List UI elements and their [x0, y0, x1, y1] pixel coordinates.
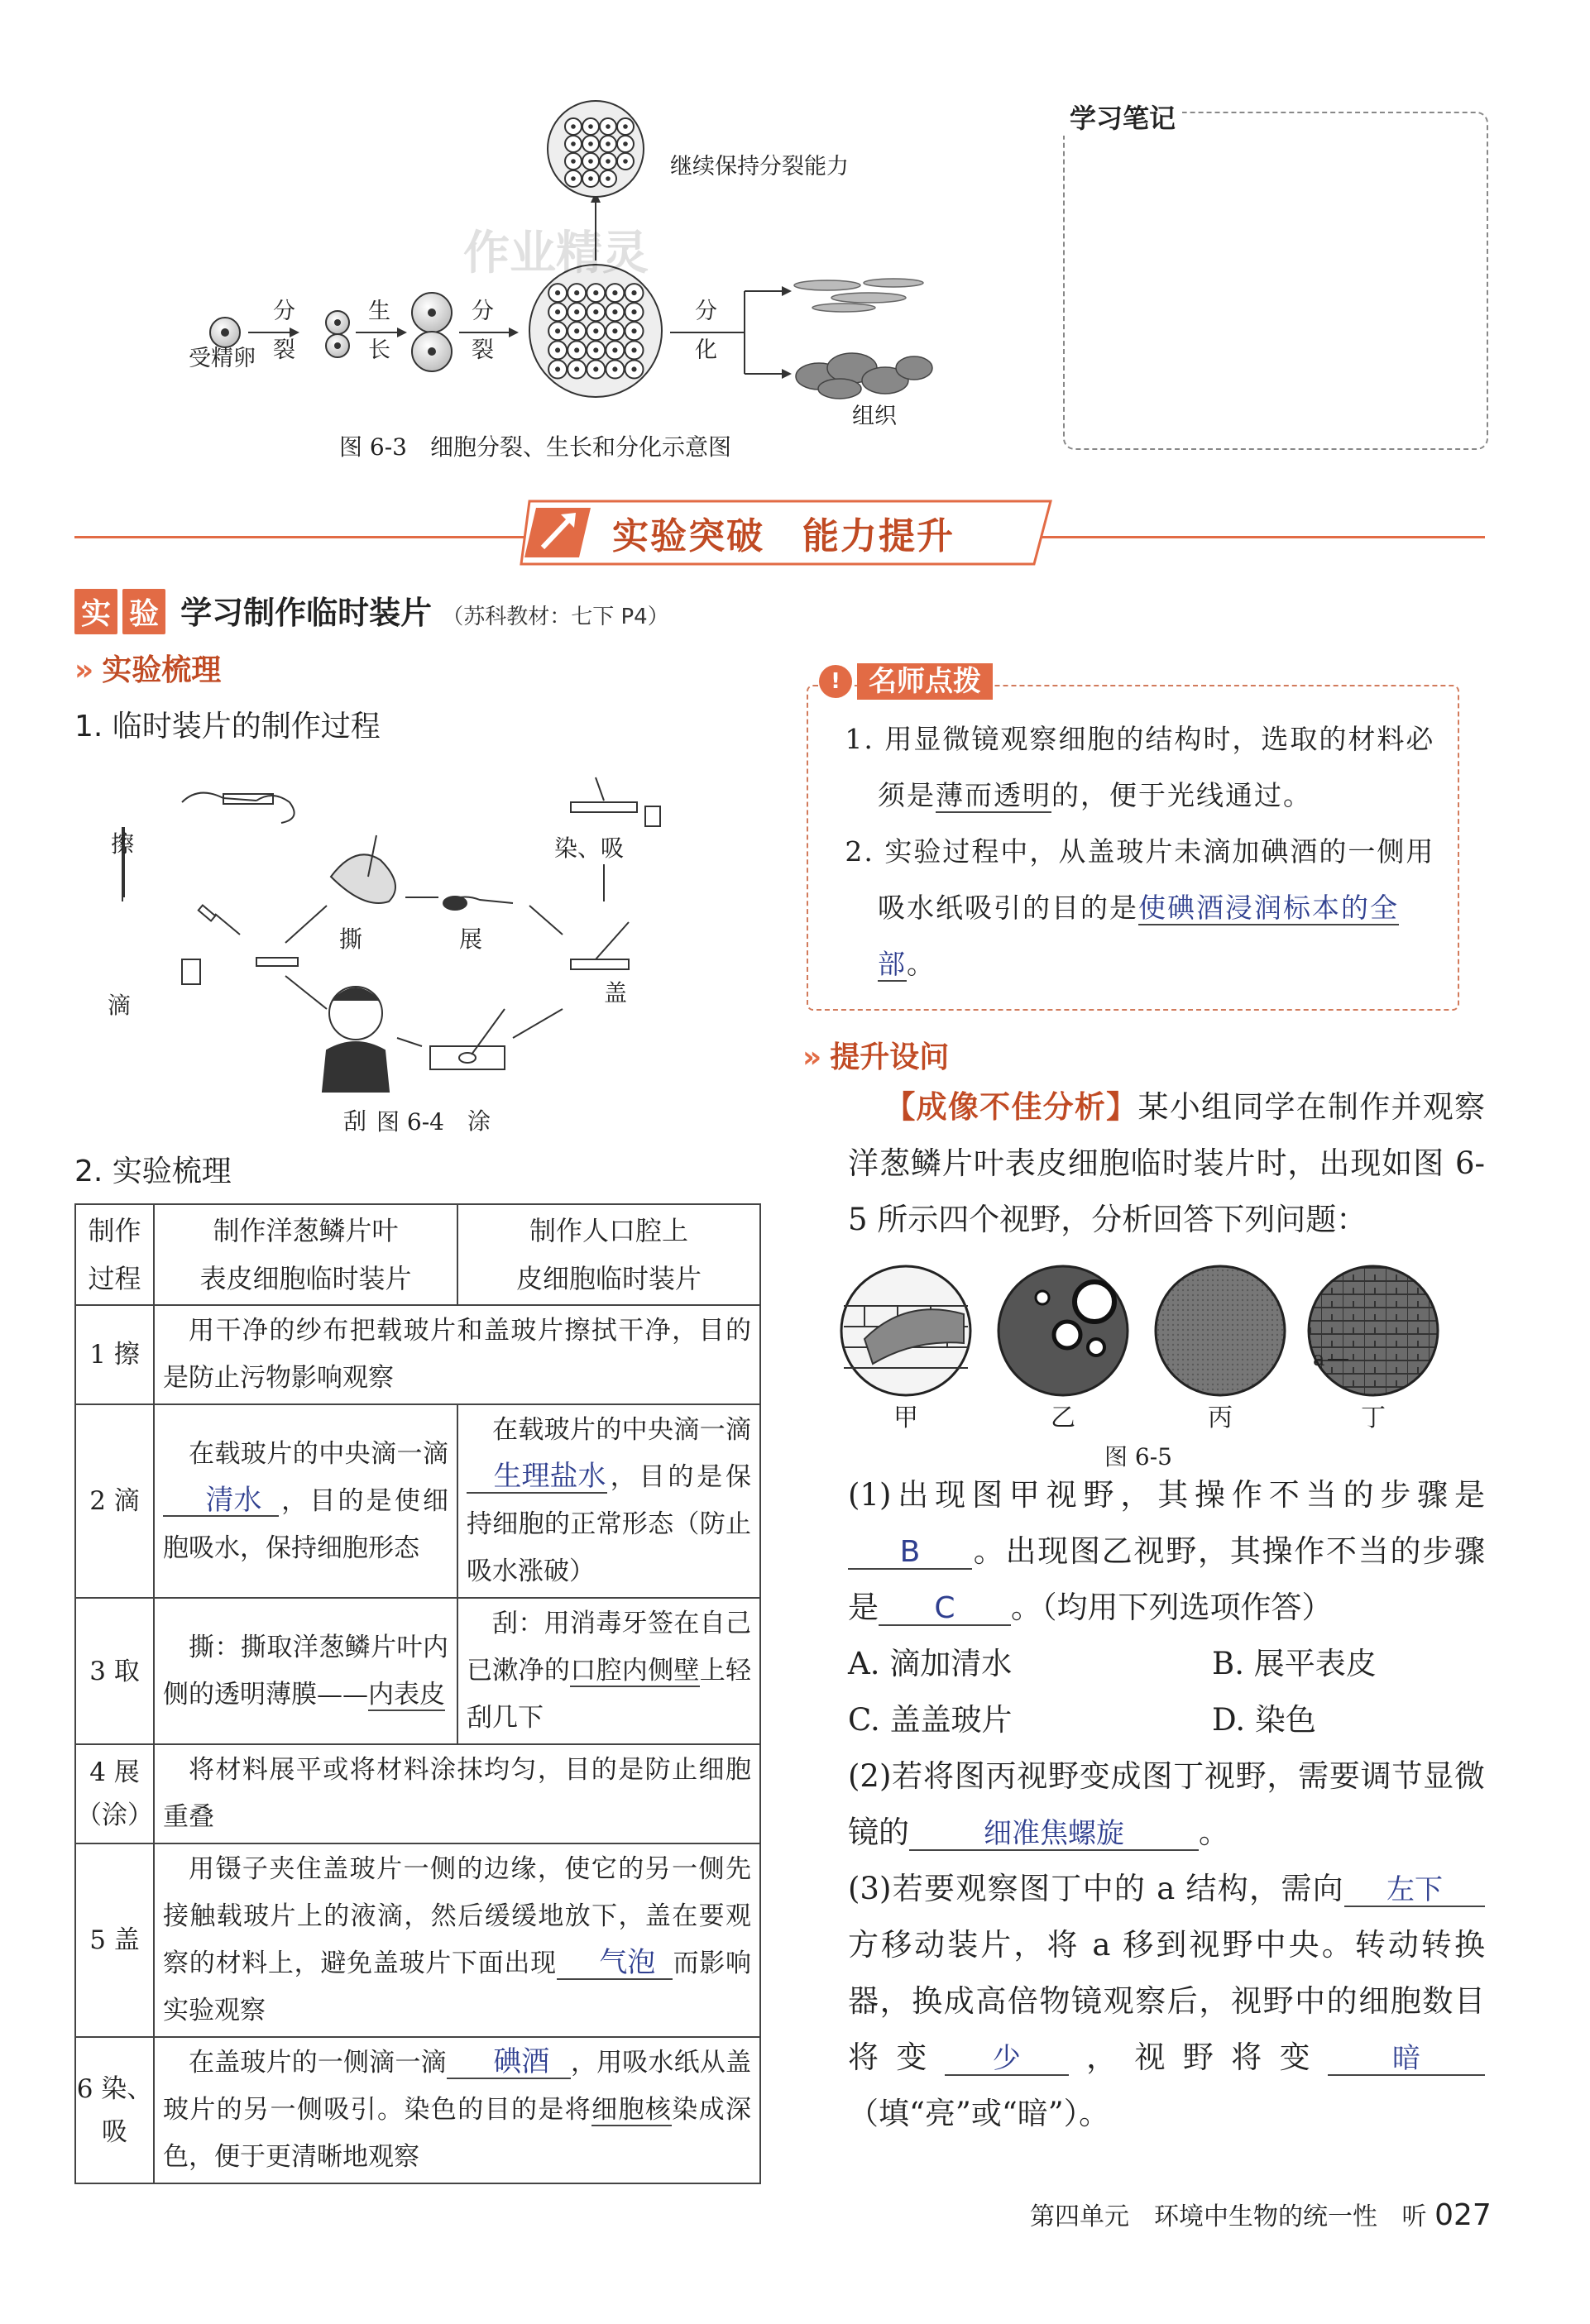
- tip-text: [823, 711, 1452, 992]
- label-tu: 涂: [467, 1107, 491, 1135]
- step-cell: 3 取: [75, 1598, 154, 1744]
- question-2: (2)若将图丙视野变成图丁视野，需要调节显微镜的 细准焦螺旋 。: [848, 1758, 1485, 1850]
- step-cell: 2 滴: [75, 1404, 154, 1598]
- process-caption: 图 6-4: [376, 1108, 444, 1136]
- experiment-table: [74, 1203, 761, 2184]
- tip-badge: [819, 662, 993, 701]
- step-cell: 4 展 （涂）: [75, 1744, 154, 1843]
- label-gua: 刮: [343, 1107, 367, 1135]
- page-number: 027: [1434, 2198, 1492, 2232]
- view-label-yi: 乙: [1051, 1403, 1075, 1432]
- step-desc: 用干净的纱布把载玻片和盖玻片擦拭干净，目的是防止污物影响观察: [154, 1305, 760, 1404]
- answer-blank[interactable]: 暗: [1328, 2044, 1485, 2076]
- answer-blank[interactable]: 碘酒: [447, 2048, 571, 2079]
- option-d: D. 染色: [1212, 1702, 1316, 1738]
- onion-drop-cell: 在载玻片的中央滴一滴清水 ，目的是使细胞吸水，保持细胞形态: [154, 1404, 457, 1598]
- view-a-label: a: [1313, 1347, 1325, 1370]
- table-row: [75, 1598, 760, 1744]
- svg-text:化: 化: [695, 337, 717, 363]
- label-gai: 盖: [604, 979, 628, 1007]
- step-desc: 将材料展平或将材料涂抹均匀，目的是防止细胞重叠: [154, 1744, 760, 1843]
- label-tissue: 组织: [852, 404, 897, 429]
- label-di: 滴: [108, 992, 132, 1019]
- step-desc: 在盖玻片的一侧滴一滴 碘酒 ，用吸水纸从盖玻片的另一侧吸引。染色的目的是将细胞核染成深色，便于更清晰地观察: [154, 2037, 760, 2183]
- step-cell: 5 盖: [75, 1843, 154, 2037]
- experiment-header: [74, 587, 669, 634]
- section-raise: » 提升设问: [802, 1040, 950, 1074]
- step-desc: 用镊子夹住盖玻片一侧的边缘，使它的另一侧先接触载玻片上的液滴，然后缓缓地放下，盖在要观察的材料上，避免盖玻片下面出现 气泡 而影响实验观察: [154, 1843, 760, 2037]
- figure-caption: 图 6-3 细胞分裂、生长和分化示意图: [339, 433, 731, 461]
- chevron-icon: »: [74, 653, 89, 687]
- cell-division-diagram: [165, 99, 976, 480]
- table-heading: 2. 实验梳理: [74, 1155, 232, 1188]
- options: [848, 1636, 1485, 1748]
- tag-yan: 验: [122, 589, 165, 634]
- option-a: A. 滴加清水: [848, 1646, 1013, 1681]
- cheek-drop-cell: 在载玻片的中央滴一滴生理盐水，目的是保持细胞的正常形态（防止吸水涨破）: [457, 1404, 760, 1598]
- table-row: [75, 1744, 760, 1843]
- step-cell: 1 擦: [75, 1305, 154, 1404]
- page-footer: [1030, 2196, 1492, 2232]
- svg-text:长: 长: [368, 337, 390, 363]
- svg-text:分: 分: [695, 299, 717, 324]
- footer-listen: 听: [1401, 2202, 1427, 2231]
- svg-text:分: 分: [472, 299, 494, 324]
- tag-shi: 实: [74, 589, 117, 634]
- process-figure: [108, 761, 745, 1141]
- label-fertilized-egg: 受精卵: [189, 346, 256, 371]
- header-onion: 制作洋葱鳞片叶 表皮细胞临时装片: [154, 1204, 457, 1305]
- answer-blank[interactable]: 生理盐水: [467, 1462, 607, 1494]
- table-row: [75, 1305, 760, 1404]
- answer-blank[interactable]: 清水: [163, 1486, 279, 1518]
- process-diagram: [108, 761, 745, 1141]
- svg-text:生: 生: [368, 299, 390, 324]
- tip-badge-label: 名师点拨: [857, 663, 993, 700]
- view-label-ding: 丁: [1361, 1403, 1386, 1432]
- question-1: (1)出现图甲视野，其操作不当的步骤是B 。出现图乙视野，其操作不当的步骤是 C 。（均用下列选项作答）: [848, 1477, 1485, 1625]
- view-label-bing: 丙: [1208, 1403, 1233, 1432]
- experiment-source: （苏科教材：七下 P4）: [442, 605, 669, 629]
- section-combing: » 实验梳理: [74, 653, 222, 687]
- option-b: B. 展平表皮: [1212, 1646, 1377, 1681]
- cheek-take-cell: 刮：用消毒牙签在自己已漱净的口腔内侧壁上轻刮几下: [457, 1598, 760, 1744]
- table-row: [75, 2037, 760, 2183]
- cell-division-figure: [165, 99, 976, 480]
- label-si: 撕: [339, 925, 363, 953]
- onion-take-cell: 撕：撕取洋葱鳞片叶内侧的透明薄膜——内表皮: [154, 1598, 457, 1744]
- tip-item-1: 1. 用显微镜观察细胞的结构时，选取的材料必须是薄而透明的，便于光线通过。: [845, 723, 1435, 811]
- label-zhan: 展: [459, 925, 483, 953]
- label-arrow1: 分: [273, 299, 295, 324]
- answer-blank[interactable]: 左下: [1344, 1876, 1485, 1907]
- tip-icon: !: [819, 665, 852, 698]
- option-c: C. 盖盖玻片: [848, 1702, 1013, 1738]
- label-keep-dividing: 继续保持分裂能力: [670, 154, 849, 179]
- svg-text:裂: 裂: [273, 337, 295, 363]
- question-3: (3)若要观察图丁中的 a 结构，需向 左下方移动装片，将 a 移到视野中央。转动转换器，换成高倍物镜观察后，视野中的细胞数目将变 少 ，视野将变 暗（填“亮”或“暗”）。: [848, 1871, 1485, 2131]
- header-cheek: 制作人口腔上 皮细胞临时装片: [457, 1204, 760, 1305]
- study-notes-title: 学习笔记: [1063, 98, 1182, 136]
- table-row: [75, 1404, 760, 1598]
- experiment-title: 学习制作临时装片: [180, 595, 433, 631]
- watermark: 作业精灵: [463, 226, 649, 280]
- process-heading: 1. 临时装片的制作过程: [74, 710, 381, 744]
- answer-blank[interactable]: B: [848, 1537, 972, 1570]
- study-notes-box[interactable]: [1063, 112, 1488, 450]
- answer-blank[interactable]: 少: [945, 2044, 1069, 2076]
- view-caption: 图 6-5: [1104, 1443, 1172, 1470]
- answer-blank[interactable]: 气泡: [557, 1949, 673, 1980]
- label-ranxi: 染、吸: [554, 834, 625, 862]
- table-header-row: [75, 1204, 760, 1305]
- label-ca: 擦: [111, 830, 135, 858]
- footer-unit: 第四单元 环境中生物的统一性: [1030, 2202, 1377, 2231]
- question-block: [848, 1079, 1485, 2142]
- svg-text:裂: 裂: [472, 337, 494, 363]
- step-cell: 6 染、 吸: [75, 2037, 154, 2183]
- banner-title: 实验突破 能力提升: [612, 515, 955, 557]
- answer-blank[interactable]: 细准焦螺旋: [909, 1820, 1199, 1851]
- view-label-jia: 甲: [893, 1403, 918, 1432]
- header-process: 制作 过程: [75, 1204, 154, 1305]
- view-figure: [848, 1248, 1485, 1470]
- table-row: [75, 1843, 760, 2037]
- answer-blank[interactable]: C: [879, 1593, 1011, 1626]
- question-intro: 【成像不佳分析】某小组同学在制作并观察洋葱鳞片叶表皮细胞临时装片时，出现如图 6-5 所示四个视野，分析回答下列问题：: [848, 1089, 1486, 1237]
- view-diagram: [848, 1248, 1485, 1470]
- tip-item-2: 2. 实验过程中，从盖玻片未滴加碘酒的一侧用吸水纸吸引的目的是使碘酒浸润标本的全部。: [845, 835, 1435, 980]
- chevron-icon: »: [802, 1040, 817, 1074]
